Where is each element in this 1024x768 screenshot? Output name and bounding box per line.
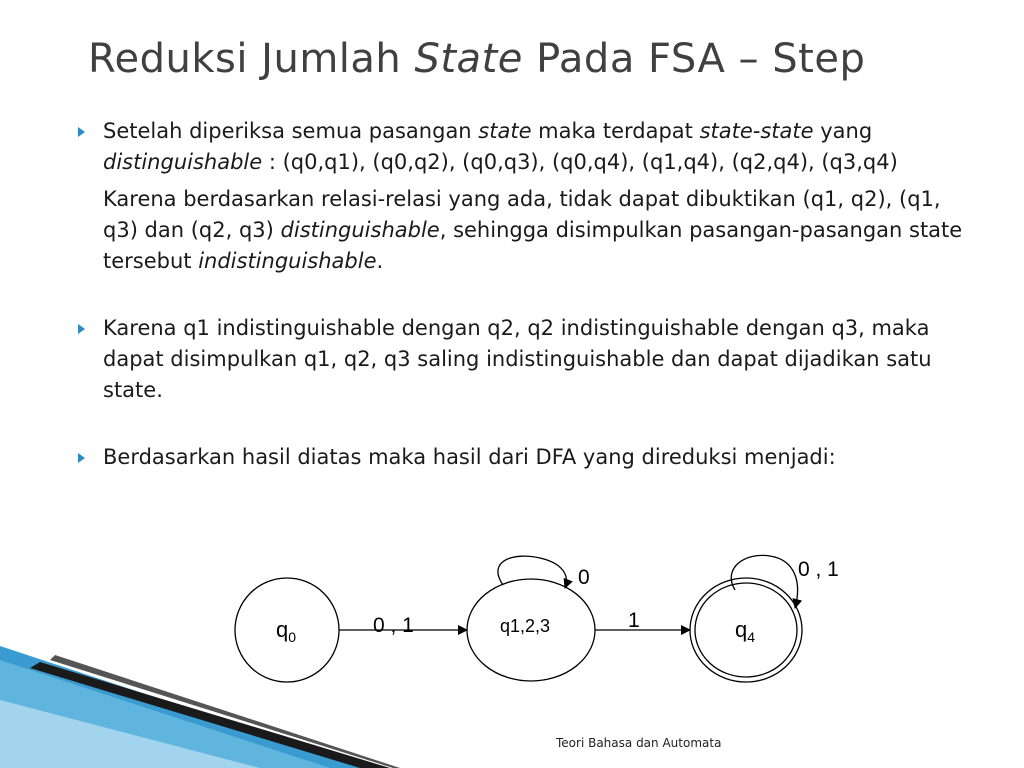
paragraph-indistinguishable: Karena berdasarkan relasi-relasi yang ada, tidak dapat dibuktikan (q1, q2), (q1, q3) dan (q2, q3) distinguishable, sehingga disimpulkan pasangan-pasangan state tersebut indistinguishable. (103, 187, 963, 273)
edge-q123-q4-label: 1 (628, 609, 640, 632)
footer-course-name: Teori Bahasa dan Automata (556, 736, 722, 750)
slide-title: Reduksi Jumlah State Pada FSA – Step (88, 36, 866, 82)
bullet-distinguishable-pairs: Setelah diperiksa semua pasangan state maka terdapat state-state yang distinguishable : (q0,q1), (q0,q2), (q0,q3), (q0,q4), (q1,q4), (q2,q4), (q3,q4) (76, 116, 966, 178)
loop-q123-label: 0 (578, 566, 590, 589)
edge-q0-q123-label: 0 , 1 (373, 614, 414, 637)
state-q0-label: $q_0$ (276, 617, 297, 645)
bullet-merge-states: Karena q1 indistinguishable dengan q2, q2 indistinguishable dengan q3, maka dapat disimpulkan q1, q2, q3 saling indistinguishable dan dapat dijadikan satu state. (76, 313, 966, 406)
loop-q4-label: 0 , 1 (798, 558, 839, 581)
state-q123-label: q1,2,3 (500, 616, 551, 636)
bullet-reduced-dfa: Berdasarkan hasil diatas maka hasil dari DFA yang direduksi menjadi: (76, 442, 966, 473)
state-q4-label: $q_4$ (735, 617, 756, 645)
